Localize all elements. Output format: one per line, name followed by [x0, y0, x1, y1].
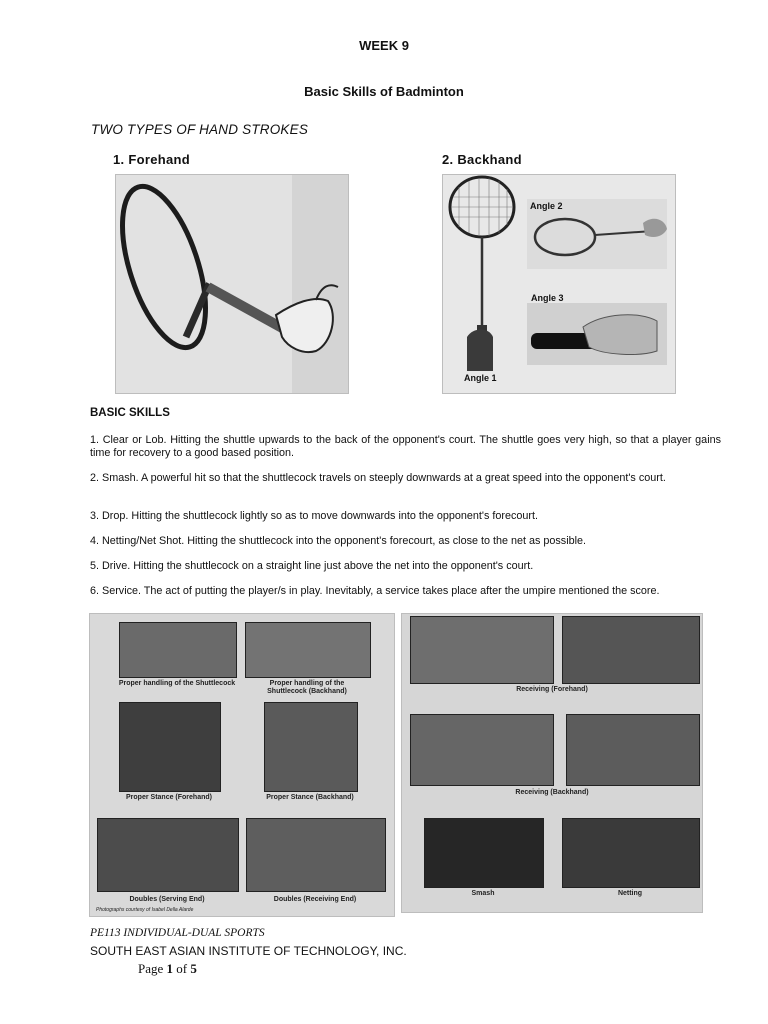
skill-item-netting: 4. Netting/Net Shot. Hitting the shuttlecock into the opponent's forecourt, as close to the net as possible. — [90, 535, 587, 547]
skills-photo-grid-right — [401, 613, 703, 913]
forehand-label: 1. Forehand — [113, 152, 190, 167]
caption-stance-backhand: Proper Stance (Backhand) — [266, 794, 354, 801]
photo-netting — [562, 818, 700, 888]
skill-item-smash: 2. Smash. A powerful hit so that the shuttlecock travels on steeply downwards at a great speed into the opponent's court. — [90, 472, 666, 484]
forehand-racket-illustration — [116, 175, 348, 393]
forehand-grip-image — [115, 174, 349, 394]
skill-item-service: 6. Service. The act of putting the player/s in play. Inevitably, a service takes place after the umpire mentioned the score. — [90, 585, 660, 597]
photo-receiving-forehand-2 — [562, 616, 700, 684]
photo-credit: Photographs courtesy of Isabel Della Alarde — [96, 907, 194, 913]
photo-smash — [424, 818, 544, 888]
caption-stance-forehand: Proper Stance (Forehand) — [126, 794, 212, 801]
page-of: of — [173, 961, 191, 976]
page-title: Basic Skills of Badminton — [304, 84, 464, 99]
basic-skills-heading: BASIC SKILLS — [90, 407, 170, 419]
page-number — [138, 961, 197, 977]
angle-1-label: Angle 1 — [464, 373, 497, 383]
backhand-label: 2. Backhand — [442, 152, 522, 167]
photo-doubles-serving — [97, 818, 239, 892]
angle-2-label: Angle 2 — [530, 201, 563, 211]
skills-photo-grid-left — [89, 613, 395, 917]
footer-course: PE113 INDIVIDUAL-DUAL SPORTS — [90, 927, 265, 939]
photo-handling-shuttlecock — [119, 622, 237, 678]
photo-handling-shuttlecock-backhand — [245, 622, 371, 678]
caption-smash: Smash — [471, 890, 495, 897]
photo-stance-forehand — [119, 702, 221, 792]
caption-receiving-forehand: Receiving (Forehand) — [516, 686, 588, 693]
skill-item-drive: 5. Drive. Hitting the shuttlecock on a straight line just above the net into the opponent's court. — [90, 560, 534, 572]
caption-doubles-receiving: Doubles (Receiving End) — [273, 896, 357, 903]
photo-receiving-forehand-1 — [410, 616, 554, 684]
footer-institution: SOUTH EAST ASIAN INSTITUTE OF TECHNOLOGY, INC. — [90, 944, 407, 958]
section-subtitle: TWO TYPES OF HAND STROKES — [91, 122, 309, 137]
photo-receiving-backhand-1 — [410, 714, 554, 786]
skill-item-clear: 1. Clear or Lob. Hitting the shuttle upwards to the back of the opponent's court. The shuttle goes very high, so that a player gains time for recovery to a good based position. — [90, 434, 721, 459]
photo-stance-backhand — [264, 702, 358, 792]
caption-handling-shuttlecock: Proper handling of the Shuttlecock — [118, 680, 236, 687]
page-word: Page — [138, 961, 167, 976]
skill-item-drop: 3. Drop. Hitting the shuttlecock lightly so as to move downwards into the opponent's forecourt. — [90, 510, 538, 522]
page-current: 1 — [166, 961, 174, 976]
week-heading: WEEK 9 — [359, 38, 409, 53]
caption-receiving-backhand: Receiving (Backhand) — [515, 789, 589, 796]
angle-3-label: Angle 3 — [531, 293, 564, 303]
backhand-grip-image — [442, 174, 676, 394]
page-total: 5 — [190, 961, 197, 976]
caption-handling-shuttlecock-backhand: Proper handling of the Shuttlecock (Backhand) — [267, 680, 347, 695]
photo-doubles-receiving — [246, 818, 386, 892]
caption-doubles-serving: Doubles (Serving End) — [129, 896, 205, 903]
photo-receiving-backhand-2 — [566, 714, 700, 786]
caption-netting: Netting — [617, 890, 643, 897]
